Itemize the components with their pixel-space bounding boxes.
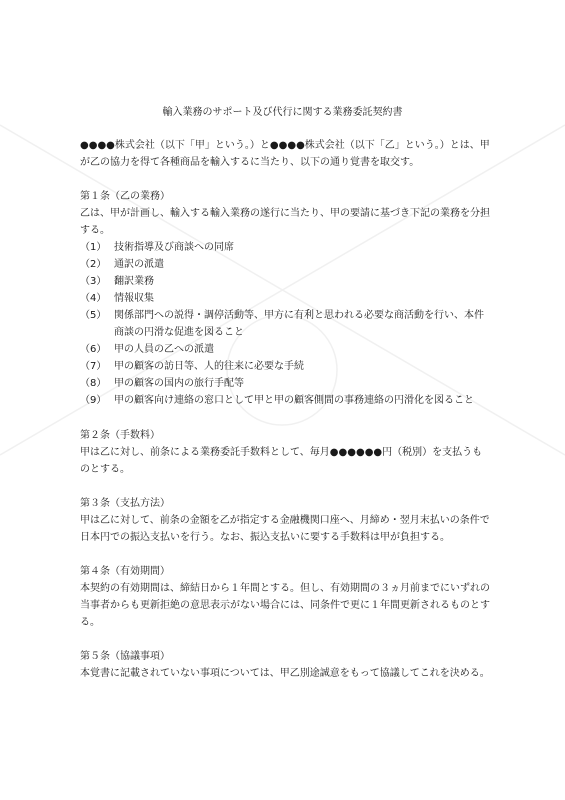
list-item (80, 239, 490, 256)
article-1-items (80, 239, 490, 409)
item-text: 甲の顧客向け連絡の窓口として甲と甲の顧客側間の事務連絡の円滑化を図ること (114, 395, 474, 406)
item-number: （6） (80, 344, 107, 355)
article-2-heading: 第２条（手数料） (80, 430, 160, 441)
list-item (80, 273, 490, 290)
article-1 (80, 188, 490, 409)
document-title: 輸入業務のサポート及び代行に関する業務委託契約書 (162, 107, 403, 118)
list-item (80, 341, 490, 358)
item-text: 通訳の派遣 (114, 259, 164, 270)
article-4 (80, 563, 490, 631)
item-number: （4） (80, 293, 107, 304)
item-number: （5） (80, 310, 107, 321)
item-number: （3） (80, 276, 107, 287)
list-item (80, 290, 490, 307)
article-2 (80, 427, 490, 478)
list-item (80, 307, 490, 341)
list-item (80, 358, 490, 375)
intro-paragraph (80, 137, 490, 171)
article-4-text: 本契約の有効期間は、締結日から１年間とする。但し、有効期間の３ヵ月前までにいずれの当事者からも更新拒絶の意思表示がない場合には、同条件で更に１年間更新されるものとする。 (80, 583, 490, 628)
article-1-text: 乙は、甲が計画し、輸入する輸入業務の遂行に当たり、甲の要請に基づき下記の業務を分担する。 (80, 208, 490, 236)
item-text: 甲の顧客の国内の旅行手配等 (114, 378, 244, 389)
article-5 (80, 648, 490, 682)
item-text: 関係部門への説得・調停活動等、甲方に有利と思われる必要な商活動を行い、本件商談の円滑な促進を図ること (114, 310, 484, 338)
intro-text: ●●●●株式会社（以下「甲」という。）と●●●●株式会社（以下「乙」という。）とは、甲が乙の協力を得て各種商品を輸入するに当たり、以下の通り覚書を取交す。 (80, 140, 490, 168)
list-item (80, 256, 490, 273)
item-number: （8） (80, 378, 107, 389)
item-number: （1） (80, 242, 107, 253)
article-3-text: 甲は乙に対して、前条の金額を乙が指定する金融機関口座へ、月締め・翌月末払いの条件で日本円での振込支払いを行う。なお、振込支払いに要する手数料は甲が負担する。 (80, 515, 490, 543)
article-3 (80, 495, 490, 546)
item-number: （9） (80, 395, 107, 406)
item-text: 翻訳業務 (114, 276, 154, 287)
item-text: 技術指導及び商談への同席 (114, 242, 234, 253)
article-1-heading: 第１条（乙の業務） (80, 191, 170, 202)
item-number: （2） (80, 259, 107, 270)
list-item (80, 375, 490, 392)
item-text: 情報収集 (114, 293, 154, 304)
article-3-heading: 第３条（支払方法） (80, 498, 170, 509)
item-text: 甲の人員の乙への派遣 (114, 344, 214, 355)
article-2-text: 甲は乙に対し、前条による業務委託手数料として、毎月●●●●●●円（税別）を支払うものとする。 (80, 447, 483, 475)
article-5-text: 本覚書に記載されていない事項については、甲乙別途誠意をもって協議してこれを決める。 (80, 668, 490, 679)
item-number: （7） (80, 361, 107, 372)
article-4-heading: 第４条（有効期間） (80, 566, 170, 577)
item-text: 甲の顧客の訪日等、人的往来に必要な手続 (114, 361, 304, 372)
list-item (80, 392, 490, 409)
article-5-heading: 第５条（協議事項） (80, 651, 170, 662)
